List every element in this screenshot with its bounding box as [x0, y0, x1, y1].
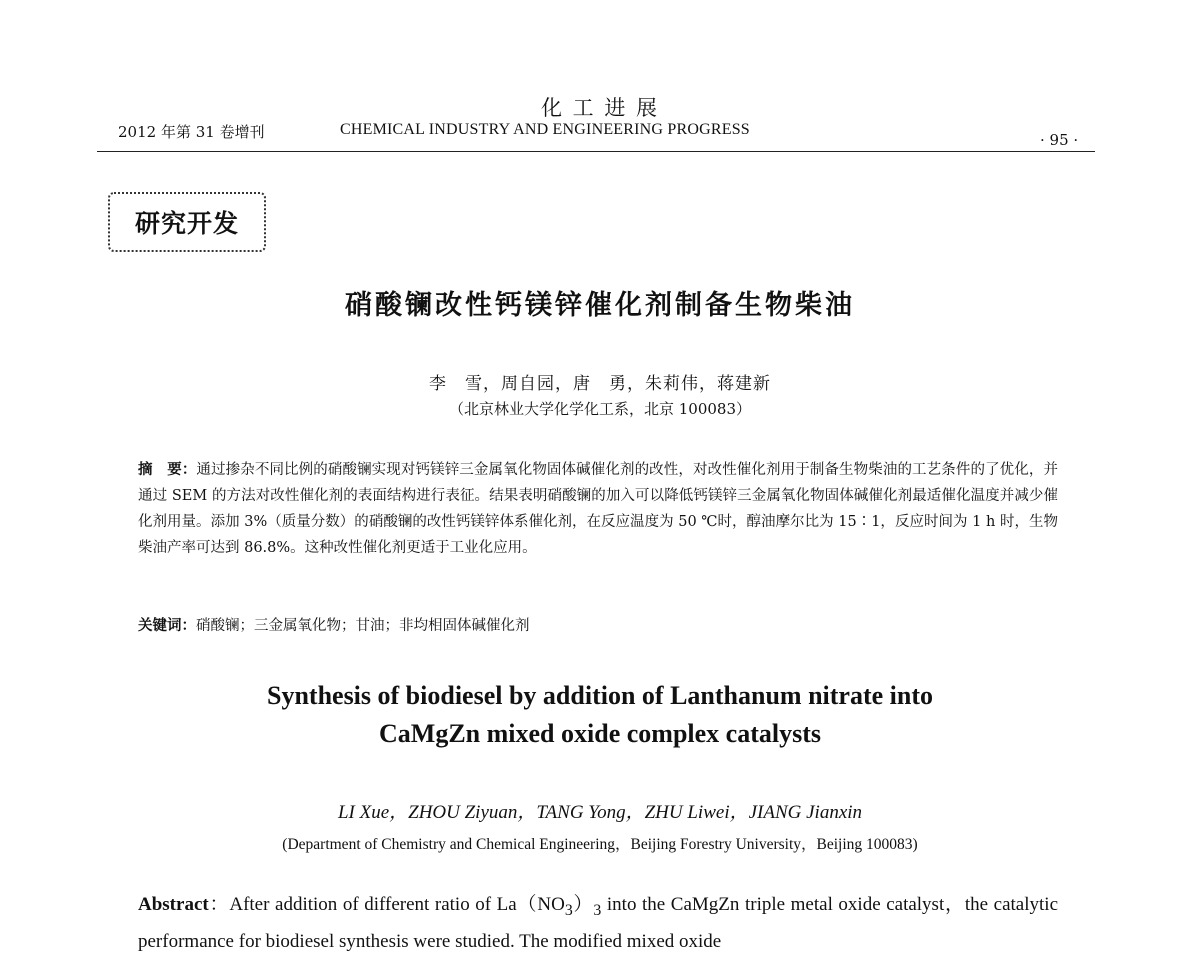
title-cn: 硝酸镧改性钙镁锌催化剂制备生物柴油 [345, 290, 855, 321]
authors-en: LI Xue，ZHOU Ziyuan，TANG Yong，ZHU Liwei，JIANG Jianxin [337, 802, 863, 823]
keywords-cn-text: 硝酸镧；三金属氧化物；甘油；非均相固体碱催化剂 [196, 618, 530, 634]
authors-cn: 李 雪，周自园，唐 勇，朱莉伟，蒋建新 [429, 374, 771, 394]
keywords-cn [138, 613, 1058, 639]
page-number: · 95 · [1040, 131, 1079, 149]
affiliation-cn: （北京林业大学化学化工系，北京 100083） [448, 400, 752, 418]
abstract-cn-text: 通过掺杂不同比例的硝酸镧实现对钙镁锌三金属氧化物固体碱催化剂的改性，对改性催化剂用于制备生物柴油的工艺条件的了优化，并通过 SEM 的方法对改性催化剂的表面结构进行表征。结果表明硝酸镧的加入可以降低钙镁锌三金属氧化物固体碱催化剂最适催化温度并减少催化剂用量。添加 3%（质量分数）的硝酸镧的改性钙镁锌体系催化剂，在反应温度为 50 ℃时，醇油摩尔比为 15∶1，反应时间为 1 h 时，生物柴油产率可达到 86.8%。这种改性催化剂更适于工业化应用。 [138, 462, 1058, 556]
issue-info: 2012 年第 31 卷增刊 [118, 123, 265, 141]
abstract-cn-label: 摘 要： [138, 462, 197, 478]
abstract-en-text-after: into the CaMgZn triple metal oxide catalyst，the catalytic performance for biodiesel synthesis were studied. The modified mixed oxide [138, 894, 1058, 952]
title-en-line1: Synthesis of biodiesel by addition of Lanthanum nitrate into [266, 681, 933, 710]
title-en [0, 677, 1200, 753]
abstract-en-sep: ： [208, 894, 230, 915]
header-rule [97, 151, 1095, 152]
title-en-line2: CaMgZn mixed oxide complex catalysts [379, 719, 821, 748]
affiliation-en: (Department of Chemistry and Chemical Engineering，Beijing Forestry University，Beijing 100083) [282, 836, 918, 853]
journal-name-en: CHEMICAL INDUSTRY AND ENGINEERING PROGRESS [340, 121, 750, 138]
abstract-en-sub1: 3 [564, 901, 573, 919]
abstract-en-label: Abstract [138, 894, 209, 915]
journal-name-cn: 化 工 进 展 [540, 96, 660, 120]
column-badge [108, 192, 266, 252]
column-badge-label: 研究开发 [134, 209, 239, 238]
abstract-en-sub2: 3 [593, 901, 602, 919]
abstract-en-text-before: After addition of different ratio of La（NO [229, 894, 565, 915]
keywords-cn-label: 关键词： [138, 618, 196, 634]
abstract-cn [138, 457, 1058, 561]
abstract-en [138, 889, 1058, 957]
abstract-en-text-mid: ） [572, 894, 594, 915]
